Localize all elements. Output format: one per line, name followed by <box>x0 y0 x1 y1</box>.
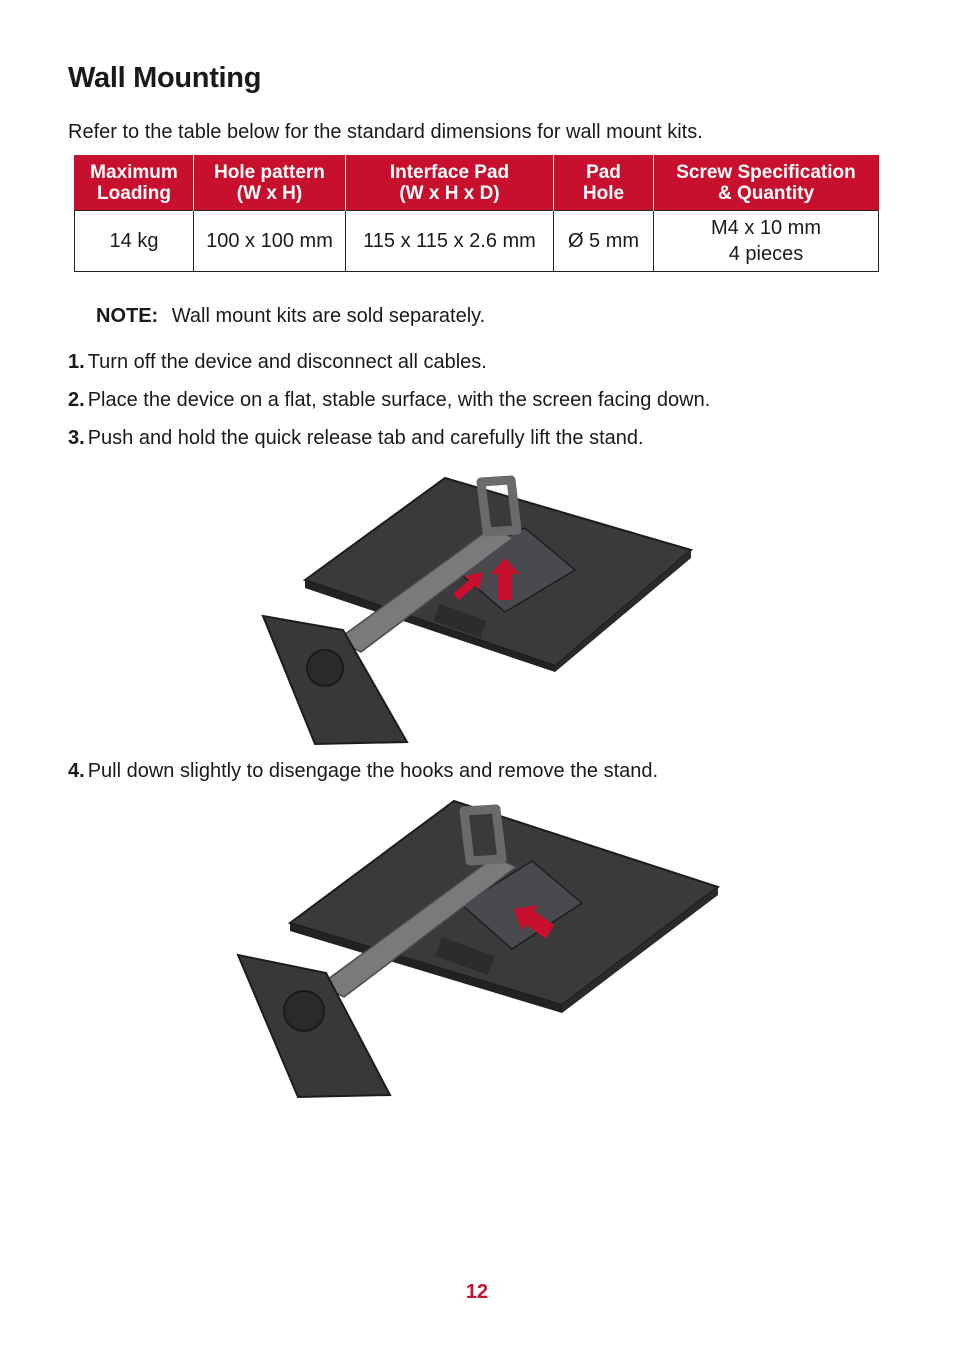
note-label: NOTE: <box>96 305 159 327</box>
illustration-remove-stand <box>232 795 722 1100</box>
header-hole-pattern: Hole pattern (W x H) <box>194 155 346 211</box>
page-number: 12 <box>465 1281 489 1303</box>
note-text: Wall mount kits are sold separately. <box>171 305 486 327</box>
page-title: Wall Mounting <box>68 62 262 94</box>
wall-mount-spec-table <box>74 155 879 272</box>
step-1: 1. Turn off the device and disconnect all cables. <box>68 351 487 373</box>
header-maximum-loading: Maximum Loading <box>75 155 194 211</box>
step-4: 4. Pull down slightly to disengage the hooks and remove the stand. <box>68 760 659 782</box>
table-row <box>75 211 879 272</box>
cell-interface-pad: 115 x 115 x 2.6 mm <box>346 211 554 272</box>
illustration-lift-stand <box>255 470 705 750</box>
intro-text: Refer to the table below for the standard dimensions for wall mount kits. <box>68 121 703 143</box>
step-3: 3. Push and hold the quick release tab and carefully lift the stand. <box>68 427 644 449</box>
header-interface-pad: Interface Pad (W x H x D) <box>346 155 554 211</box>
note <box>96 305 485 328</box>
header-screw-specification: Screw Specification & Quantity <box>654 155 879 211</box>
cell-loading: 14 kg <box>75 211 194 272</box>
step-2: 2. Place the device on a flat, stable surface, with the screen facing down. <box>68 389 711 411</box>
header-pad-hole: Pad Hole <box>554 155 654 211</box>
cell-hole-pattern: 100 x 100 mm <box>194 211 346 272</box>
cell-pad-hole: Ø 5 mm <box>554 211 654 272</box>
cell-screw-spec: M4 x 10 mm 4 pieces <box>654 211 879 272</box>
table-header-row <box>75 155 879 211</box>
